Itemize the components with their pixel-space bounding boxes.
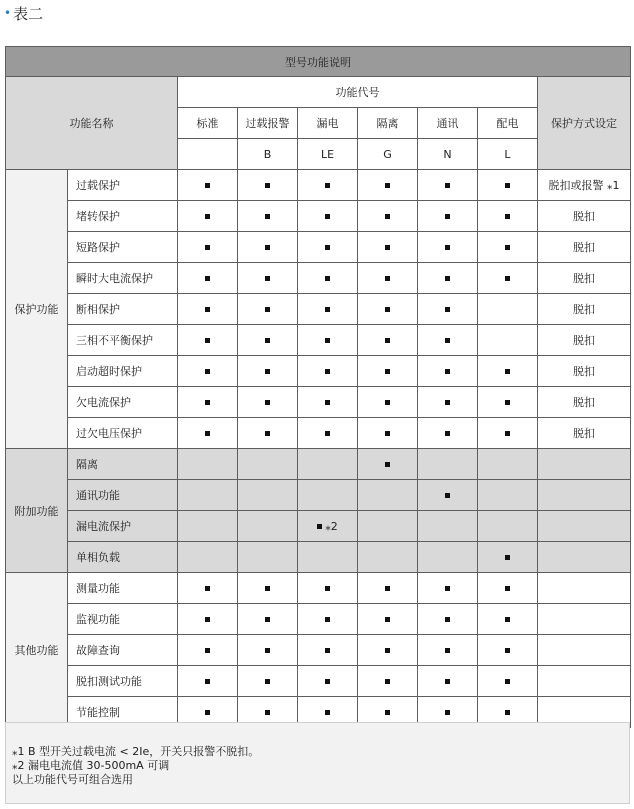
support-cell — [418, 356, 478, 387]
supported-mark-icon — [325, 307, 330, 312]
protection-mode — [538, 604, 631, 635]
support-cell — [358, 449, 418, 480]
support-cell — [298, 263, 358, 294]
support-cell — [478, 511, 538, 542]
supported-mark-icon — [265, 245, 270, 250]
supported-mark-icon — [445, 307, 450, 312]
support-cell — [418, 201, 478, 232]
supported-mark-icon — [265, 338, 270, 343]
protection-mode: 脱扣 — [538, 356, 631, 387]
supported-mark-icon — [445, 586, 450, 591]
group-label: 保护功能 — [6, 170, 68, 449]
supported-mark-icon — [505, 245, 510, 250]
function-label: 欠电流保护 — [68, 387, 178, 418]
support-cell — [298, 325, 358, 356]
support-cell — [478, 480, 538, 511]
supported-mark-icon — [445, 369, 450, 374]
protection-mode: 脱扣 — [538, 294, 631, 325]
support-cell — [178, 635, 238, 666]
support-cell — [238, 480, 298, 511]
table-title: 型号功能说明 — [6, 47, 631, 77]
support-cell — [358, 666, 418, 697]
supported-mark-icon — [265, 617, 270, 622]
support-cell — [298, 480, 358, 511]
supported-mark-icon — [325, 431, 330, 436]
function-label: 节能控制 — [68, 697, 178, 728]
footnotes — [5, 722, 630, 804]
supported-mark-icon — [325, 369, 330, 374]
supported-mark-icon — [445, 400, 450, 405]
supported-mark-icon — [505, 555, 510, 560]
protection-mode — [538, 511, 631, 542]
support-cell — [178, 325, 238, 356]
column-name: 漏电 — [298, 108, 358, 139]
protection-mode — [538, 666, 631, 697]
table-row — [6, 418, 631, 449]
protection-mode — [538, 449, 631, 480]
supported-mark-icon — [505, 617, 510, 622]
function-label: 隔离 — [68, 449, 178, 480]
supported-mark-icon — [205, 307, 210, 312]
table-row — [6, 542, 631, 573]
support-cell — [238, 387, 298, 418]
support-cell — [178, 573, 238, 604]
supported-mark-icon — [505, 400, 510, 405]
table-row — [6, 387, 631, 418]
column-name: 过载报警 — [238, 108, 298, 139]
table-row — [6, 635, 631, 666]
supported-mark-icon — [385, 679, 390, 684]
table-row — [6, 201, 631, 232]
supported-mark-icon — [317, 524, 322, 529]
support-cell — [358, 356, 418, 387]
supported-mark-icon — [325, 214, 330, 219]
support-cell — [238, 573, 298, 604]
function-label: 堵转保护 — [68, 201, 178, 232]
support-cell — [238, 635, 298, 666]
support-cell — [178, 449, 238, 480]
support-cell — [238, 542, 298, 573]
supported-mark-icon — [505, 431, 510, 436]
supported-mark-icon — [205, 648, 210, 653]
support-cell — [478, 604, 538, 635]
support-cell — [178, 201, 238, 232]
support-cell — [238, 604, 298, 635]
support-cell — [238, 263, 298, 294]
supported-mark-icon — [205, 679, 210, 684]
supported-mark-icon — [385, 338, 390, 343]
protection-mode: 脱扣或报警 ⁎1 — [538, 170, 631, 201]
column-code: L — [478, 139, 538, 170]
column-name: 标准 — [178, 108, 238, 139]
supported-mark-icon — [205, 245, 210, 250]
supported-mark-icon — [385, 245, 390, 250]
supported-mark-icon — [265, 648, 270, 653]
supported-mark-icon — [385, 431, 390, 436]
support-cell — [298, 232, 358, 263]
function-label: 测量功能 — [68, 573, 178, 604]
supported-mark-icon — [445, 338, 450, 343]
cell-note: ⁎2 — [325, 519, 338, 533]
support-cell — [418, 511, 478, 542]
support-cell — [358, 201, 418, 232]
support-cell — [178, 666, 238, 697]
supported-mark-icon — [385, 369, 390, 374]
function-label: 脱扣测试功能 — [68, 666, 178, 697]
support-cell — [178, 418, 238, 449]
support-cell — [358, 573, 418, 604]
protection-mode — [538, 635, 631, 666]
supported-mark-icon — [445, 710, 450, 715]
supported-mark-icon — [445, 679, 450, 684]
table-row — [6, 263, 631, 294]
supported-mark-icon — [265, 679, 270, 684]
bullet-icon: • — [4, 6, 12, 20]
section-heading-text: 表二 — [13, 5, 44, 23]
supported-mark-icon — [265, 214, 270, 219]
supported-mark-icon — [325, 710, 330, 715]
function-label: 过欠电压保护 — [68, 418, 178, 449]
supported-mark-icon — [205, 369, 210, 374]
function-label: 断相保护 — [68, 294, 178, 325]
supported-mark-icon — [385, 276, 390, 281]
supported-mark-icon — [385, 648, 390, 653]
support-cell — [358, 294, 418, 325]
support-cell — [238, 356, 298, 387]
support-cell — [298, 170, 358, 201]
column-name: 配电 — [478, 108, 538, 139]
footnote-3: 以上功能代号可组合选用 — [12, 773, 133, 786]
support-cell — [298, 418, 358, 449]
support-cell — [478, 635, 538, 666]
function-label: 漏电流保护 — [68, 511, 178, 542]
function-label: 单相负载 — [68, 542, 178, 573]
support-cell — [178, 480, 238, 511]
supported-mark-icon — [385, 214, 390, 219]
support-cell — [478, 263, 538, 294]
support-cell — [358, 418, 418, 449]
supported-mark-icon — [325, 183, 330, 188]
table-row — [6, 356, 631, 387]
function-label: 启动超时保护 — [68, 356, 178, 387]
supported-mark-icon — [265, 400, 270, 405]
protection-mode: 脱扣 — [538, 387, 631, 418]
support-cell — [238, 232, 298, 263]
supported-mark-icon — [505, 276, 510, 281]
supported-mark-icon — [445, 617, 450, 622]
support-cell — [478, 573, 538, 604]
support-cell — [178, 263, 238, 294]
support-cell — [358, 480, 418, 511]
supported-mark-icon — [505, 369, 510, 374]
support-cell — [178, 387, 238, 418]
support-cell — [358, 604, 418, 635]
function-code-header: 功能代号 — [178, 77, 538, 108]
support-cell — [478, 325, 538, 356]
supported-mark-icon — [265, 586, 270, 591]
supported-mark-icon — [505, 679, 510, 684]
function-label: 过载保护 — [68, 170, 178, 201]
function-label: 监视功能 — [68, 604, 178, 635]
table-row — [6, 232, 631, 263]
support-cell — [418, 387, 478, 418]
supported-mark-icon — [265, 276, 270, 281]
supported-mark-icon — [385, 617, 390, 622]
supported-mark-icon — [445, 493, 450, 498]
protection-mode: 脱扣 — [538, 232, 631, 263]
function-label: 短路保护 — [68, 232, 178, 263]
support-cell — [418, 325, 478, 356]
support-cell — [478, 294, 538, 325]
support-cell — [238, 170, 298, 201]
function-label: 故障查询 — [68, 635, 178, 666]
support-cell — [478, 387, 538, 418]
support-cell — [298, 666, 358, 697]
supported-mark-icon — [325, 586, 330, 591]
support-cell — [418, 635, 478, 666]
supported-mark-icon — [505, 586, 510, 591]
support-cell — [418, 263, 478, 294]
supported-mark-icon — [385, 183, 390, 188]
support-cell — [178, 356, 238, 387]
support-cell — [478, 170, 538, 201]
supported-mark-icon — [505, 710, 510, 715]
function-spec-table — [5, 46, 631, 728]
support-cell — [298, 201, 358, 232]
column-code: G — [358, 139, 418, 170]
section-heading — [4, 3, 43, 24]
supported-mark-icon — [265, 369, 270, 374]
supported-mark-icon — [205, 431, 210, 436]
supported-mark-icon — [385, 586, 390, 591]
support-cell — [418, 232, 478, 263]
column-code: N — [418, 139, 478, 170]
support-cell — [178, 294, 238, 325]
protection-mode — [538, 480, 631, 511]
support-cell — [238, 201, 298, 232]
supported-mark-icon — [325, 648, 330, 653]
support-cell — [358, 325, 418, 356]
function-name-header: 功能名称 — [6, 77, 178, 170]
support-cell — [358, 263, 418, 294]
support-cell — [298, 511, 358, 542]
support-cell — [418, 480, 478, 511]
supported-mark-icon — [505, 648, 510, 653]
support-cell — [358, 387, 418, 418]
supported-mark-icon — [385, 307, 390, 312]
support-cell — [478, 666, 538, 697]
table-row — [6, 449, 631, 480]
support-cell — [358, 542, 418, 573]
supported-mark-icon — [505, 214, 510, 219]
support-cell — [358, 511, 418, 542]
protection-mode — [538, 542, 631, 573]
support-cell — [418, 604, 478, 635]
supported-mark-icon — [265, 307, 270, 312]
function-label: 三相不平衡保护 — [68, 325, 178, 356]
support-cell — [478, 418, 538, 449]
support-cell — [298, 294, 358, 325]
protection-mode: 脱扣 — [538, 418, 631, 449]
function-label: 通讯功能 — [68, 480, 178, 511]
support-cell — [178, 511, 238, 542]
supported-mark-icon — [325, 245, 330, 250]
supported-mark-icon — [385, 400, 390, 405]
support-cell — [298, 573, 358, 604]
support-cell — [298, 604, 358, 635]
support-cell — [178, 170, 238, 201]
support-cell — [358, 170, 418, 201]
supported-mark-icon — [445, 431, 450, 436]
support-cell — [238, 449, 298, 480]
table-row — [6, 666, 631, 697]
support-cell — [478, 356, 538, 387]
support-cell — [298, 635, 358, 666]
group-label: 附加功能 — [6, 449, 68, 573]
supported-mark-icon — [205, 338, 210, 343]
supported-mark-icon — [445, 276, 450, 281]
supported-mark-icon — [205, 400, 210, 405]
support-cell — [418, 294, 478, 325]
table-row — [6, 573, 631, 604]
support-cell — [298, 356, 358, 387]
supported-mark-icon — [325, 679, 330, 684]
support-cell — [238, 325, 298, 356]
support-cell — [298, 449, 358, 480]
support-cell — [418, 170, 478, 201]
supported-mark-icon — [265, 710, 270, 715]
support-cell — [238, 511, 298, 542]
table-row — [6, 294, 631, 325]
supported-mark-icon — [265, 183, 270, 188]
support-cell — [478, 449, 538, 480]
table-row — [6, 325, 631, 356]
footnote-1: ⁎1 B 型开关过载电流 < 2Ie，开关只报警不脱扣。 — [12, 745, 260, 758]
protection-mode: 脱扣 — [538, 325, 631, 356]
column-name: 通讯 — [418, 108, 478, 139]
support-cell — [178, 604, 238, 635]
supported-mark-icon — [505, 183, 510, 188]
protection-mode: 脱扣 — [538, 201, 631, 232]
support-cell — [238, 418, 298, 449]
column-name: 隔离 — [358, 108, 418, 139]
supported-mark-icon — [205, 183, 210, 188]
support-cell — [358, 232, 418, 263]
function-label: 瞬时大电流保护 — [68, 263, 178, 294]
support-cell — [418, 666, 478, 697]
supported-mark-icon — [385, 462, 390, 467]
support-cell — [478, 542, 538, 573]
supported-mark-icon — [205, 710, 210, 715]
supported-mark-icon — [325, 400, 330, 405]
support-cell — [298, 387, 358, 418]
supported-mark-icon — [445, 245, 450, 250]
support-cell — [178, 542, 238, 573]
column-code: LE — [298, 139, 358, 170]
footnote-2: ⁎2 漏电电流值 30-500mA 可调 — [12, 759, 170, 772]
support-cell — [238, 294, 298, 325]
supported-mark-icon — [205, 214, 210, 219]
support-cell — [178, 232, 238, 263]
supported-mark-icon — [325, 617, 330, 622]
supported-mark-icon — [325, 276, 330, 281]
support-cell — [358, 635, 418, 666]
support-cell — [418, 449, 478, 480]
column-code: B — [238, 139, 298, 170]
group-label: 其他功能 — [6, 573, 68, 728]
column-code — [178, 139, 238, 170]
supported-mark-icon — [445, 183, 450, 188]
supported-mark-icon — [205, 276, 210, 281]
supported-mark-icon — [265, 431, 270, 436]
supported-mark-icon — [445, 214, 450, 219]
table-row — [6, 511, 631, 542]
table-row — [6, 480, 631, 511]
support-cell — [298, 542, 358, 573]
table-row — [6, 604, 631, 635]
support-cell — [478, 232, 538, 263]
support-cell — [418, 418, 478, 449]
supported-mark-icon — [205, 586, 210, 591]
table-row — [6, 170, 631, 201]
protection-mode-header: 保护方式设定 — [538, 77, 631, 170]
support-cell — [418, 573, 478, 604]
protection-mode — [538, 573, 631, 604]
support-cell — [238, 666, 298, 697]
supported-mark-icon — [385, 710, 390, 715]
support-cell — [478, 201, 538, 232]
supported-mark-icon — [205, 617, 210, 622]
supported-mark-icon — [325, 338, 330, 343]
support-cell — [418, 542, 478, 573]
supported-mark-icon — [445, 648, 450, 653]
protection-mode: 脱扣 — [538, 263, 631, 294]
